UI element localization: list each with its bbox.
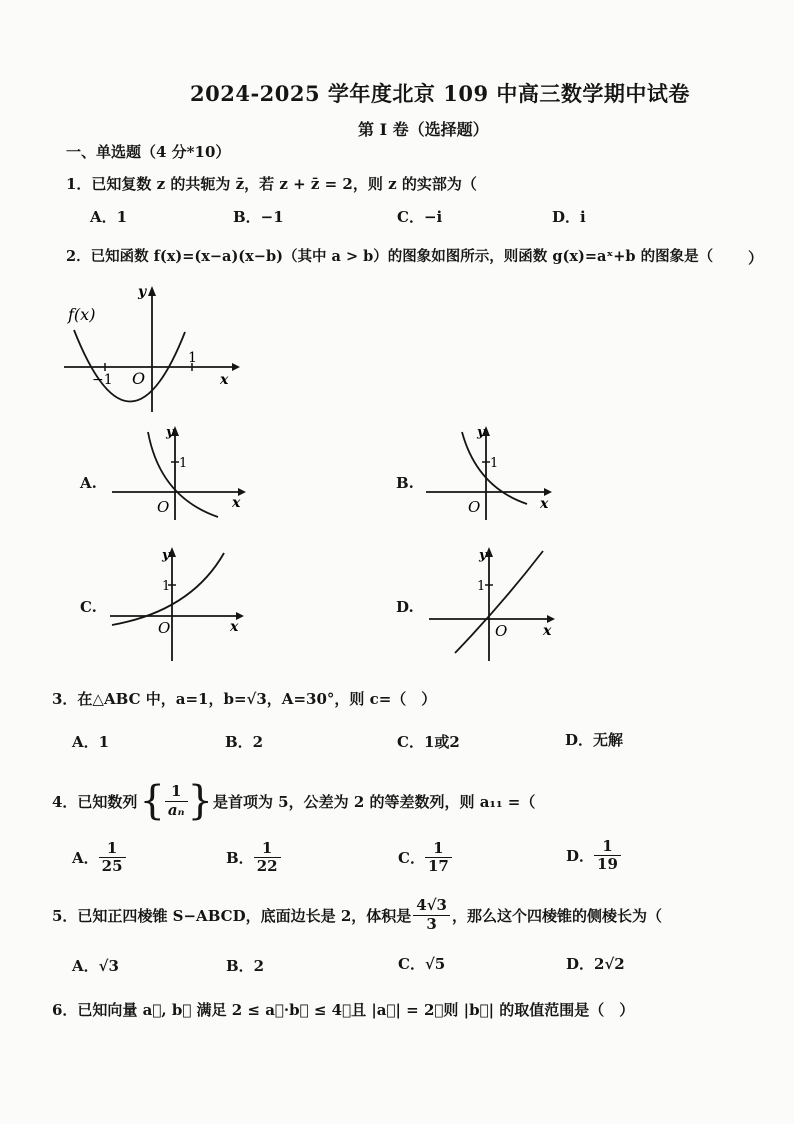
question-2-main-graph bbox=[60, 282, 250, 417]
section-heading: 一、单选题（4 分*10） bbox=[66, 143, 231, 161]
question-1-option-c[interactable]: C．−i bbox=[397, 208, 443, 226]
question-2-option-b[interactable]: B. bbox=[396, 474, 414, 492]
option-b-graph bbox=[422, 422, 567, 522]
question-4-post: 是首项为 5，公差为 2 的等差数列，则 a₁₁ =（ bbox=[212, 792, 536, 811]
page-title: 2024-2025 学年度北京 109 中高三数学期中试卷 bbox=[190, 81, 690, 106]
question-5-text bbox=[52, 892, 662, 938]
option-c-origin-label: O bbox=[158, 619, 171, 637]
option-a-origin-label: O bbox=[157, 498, 170, 516]
question-3-option-d[interactable]: D．无解 bbox=[565, 731, 624, 749]
option-c-x-label: x bbox=[230, 619, 239, 635]
question-5-pre: 5．已知正四棱锥 S−ABCD，底面边长是 2，体积是 bbox=[52, 906, 412, 925]
option-b-x-label: x bbox=[540, 496, 549, 512]
question-1-option-b[interactable]: B．−1 bbox=[233, 208, 284, 226]
question-3-text: 3．在△ABC 中，a=1，b=√3，A=30°，则 c=（ ） bbox=[52, 690, 437, 708]
page-subtitle: 第 I 卷（选择题） bbox=[358, 120, 489, 139]
main-graph-y-label: y bbox=[138, 284, 147, 300]
question-2-paren-close: ） bbox=[748, 249, 764, 267]
option-a-tick-1: 1 bbox=[179, 456, 188, 471]
question-2-option-d[interactable]: D. bbox=[396, 598, 414, 616]
question-4-pre: 4．已知数列 bbox=[52, 792, 138, 811]
option-b-origin-label: O bbox=[468, 498, 481, 516]
question-2-option-c[interactable]: C. bbox=[80, 598, 97, 616]
option-c-graph bbox=[106, 543, 256, 663]
option-c-tick-1: 1 bbox=[162, 579, 171, 594]
question-4-sequence-fraction: $\frac{1}{\text{aₙ}}$ bbox=[165, 783, 188, 819]
question-3-option-a[interactable]: A．1 bbox=[72, 733, 110, 751]
main-graph-tick-neg1: −1 bbox=[92, 372, 113, 388]
option-d-y-label: y bbox=[479, 548, 487, 563]
main-graph-x-label: x bbox=[220, 372, 229, 388]
main-graph-function-label: f(x) bbox=[68, 305, 96, 324]
question-4-option-d[interactable]: D． $\frac{1}{19}$ bbox=[566, 838, 621, 874]
question-5-option-b[interactable]: B．2 bbox=[226, 957, 265, 975]
question-1-option-a[interactable]: A．1 bbox=[90, 208, 128, 226]
question-5-volume-fraction: $\frac{4√3}{3}$ bbox=[413, 897, 450, 933]
question-5-option-c[interactable]: C．√5 bbox=[398, 955, 446, 973]
question-1-text: 1．已知复数 z 的共轭为 z̄，若 z + z̄ = 2，则 z 的实部为（ bbox=[66, 175, 477, 193]
question-2-text: 2．已知函数 f(x)=(x−a)(x−b)（其中 a > b）的图象如图所示，则函数 g(x)=aˣ+b 的图象是（ bbox=[66, 248, 714, 265]
option-a-graph bbox=[108, 422, 253, 522]
option-d-x-label: x bbox=[543, 623, 552, 639]
option-d-origin-label: O bbox=[495, 622, 508, 640]
question-4-option-a[interactable]: A． $\frac{1}{25}$ bbox=[72, 840, 126, 876]
option-b-y-label: y bbox=[477, 425, 485, 440]
question-4-text: 4．已知数列 { $\frac{1}{\text{aₙ}}$ } 是首项为 5，公差为 2 的等差数列，则 a₁₁ =（ bbox=[52, 778, 536, 824]
question-6-text: 6．已知向量 a⃗, b⃗ 满足 2 ≤ a⃗·b⃗ ≤ 4，且 |a⃗| = 2，则 |b⃗| 的取值范围是（ ） bbox=[52, 1001, 635, 1019]
option-a-y-label: y bbox=[166, 425, 174, 440]
question-4-option-c[interactable]: C． $\frac{1}{17}$ bbox=[398, 840, 452, 876]
question-5-option-d[interactable]: D．2√2 bbox=[566, 955, 625, 973]
option-b-tick-1: 1 bbox=[490, 456, 499, 471]
main-graph-origin-label: O bbox=[132, 369, 146, 388]
question-3-option-c[interactable]: C．1或2 bbox=[397, 733, 460, 751]
option-d-tick-1: 1 bbox=[477, 579, 486, 594]
question-4-option-b[interactable]: B． $\frac{1}{22}$ bbox=[226, 840, 281, 876]
question-3-option-b[interactable]: B．2 bbox=[225, 733, 264, 751]
question-5-option-a[interactable]: A．√3 bbox=[72, 957, 119, 975]
main-graph-tick-1: 1 bbox=[188, 350, 197, 366]
option-c-y-label: y bbox=[162, 548, 170, 563]
question-5-post: ，那么这个四棱锥的侧棱长为（ bbox=[452, 906, 663, 925]
option-a-x-label: x bbox=[232, 495, 241, 511]
question-1-option-d[interactable]: D．i bbox=[552, 208, 586, 226]
option-d-graph bbox=[425, 543, 565, 663]
question-2-option-a[interactable]: A. bbox=[80, 474, 97, 492]
